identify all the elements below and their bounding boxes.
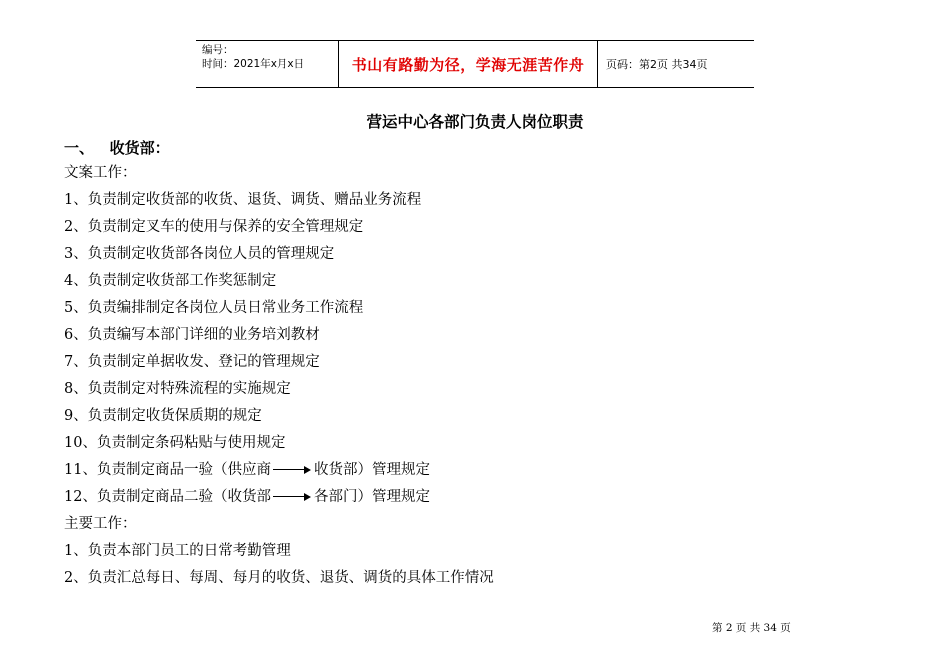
list-item-12 <box>64 486 494 513</box>
right-arrow-icon <box>273 492 311 502</box>
section-heading: 一、 收货部： <box>64 139 170 157</box>
header-page-code: 页码：第2页 共34页 <box>606 58 708 71</box>
main-work-heading: 主要工作： <box>64 516 137 532</box>
document-title: 营运中心各部门负责人岗位职责 <box>366 112 584 131</box>
list-item-11 <box>64 459 494 486</box>
page-header <box>196 40 754 88</box>
item-11-after: 收货部）管理规定 <box>313 462 430 478</box>
list-item: 3、负责制定收货部各岗位人员的管理规定 <box>64 246 335 262</box>
right-arrow-icon <box>273 465 311 475</box>
list-item: 7、负责制定单据收发、登记的管理规定 <box>64 354 320 370</box>
list-item: 4、负责制定收货部工作奖惩制定 <box>64 273 277 289</box>
list-item: 9、负责制定收货保质期的规定 <box>64 408 262 424</box>
list-item: 5、负责编排制定各岗位人员日常业务工作流程 <box>64 300 364 316</box>
item-11-before: 11、负责制定商品一验（供应商 <box>64 462 271 478</box>
list-item: 1、负责制定收货部的收货、退货、调货、赠品业务流程 <box>64 192 422 208</box>
header-motto: 书山有路勤为径，学海无涯苦作舟 <box>339 41 598 87</box>
item-12-after: 各部门）管理规定 <box>313 489 430 505</box>
list-item: 2、负责制定叉车的使用与保养的安全管理规定 <box>64 219 364 235</box>
page-footer: 第 2 页 共 34 页 <box>712 622 791 634</box>
list-item: 2、负责汇总每日、每周、每月的收货、退货、调货的具体工作情况 <box>64 570 494 586</box>
list-item: 6、负责编写本部门详细的业务培刘教材 <box>64 327 320 343</box>
item-12-before: 12、负责制定商品二验（收货部 <box>64 489 271 505</box>
number-label: 编号： <box>202 44 234 56</box>
list-item: 8、负责制定对特殊流程的实施规定 <box>64 381 291 397</box>
header-meta-cell <box>196 41 339 87</box>
time-label: 时间：2021年x月x日 <box>202 58 305 70</box>
list-item: 10、负责制定条码粘贴与使用规定 <box>64 435 286 451</box>
document-body <box>64 162 494 594</box>
wenan-heading: 文案工作： <box>64 165 137 181</box>
list-item: 1、负责本部门员工的日常考勤管理 <box>64 543 291 559</box>
